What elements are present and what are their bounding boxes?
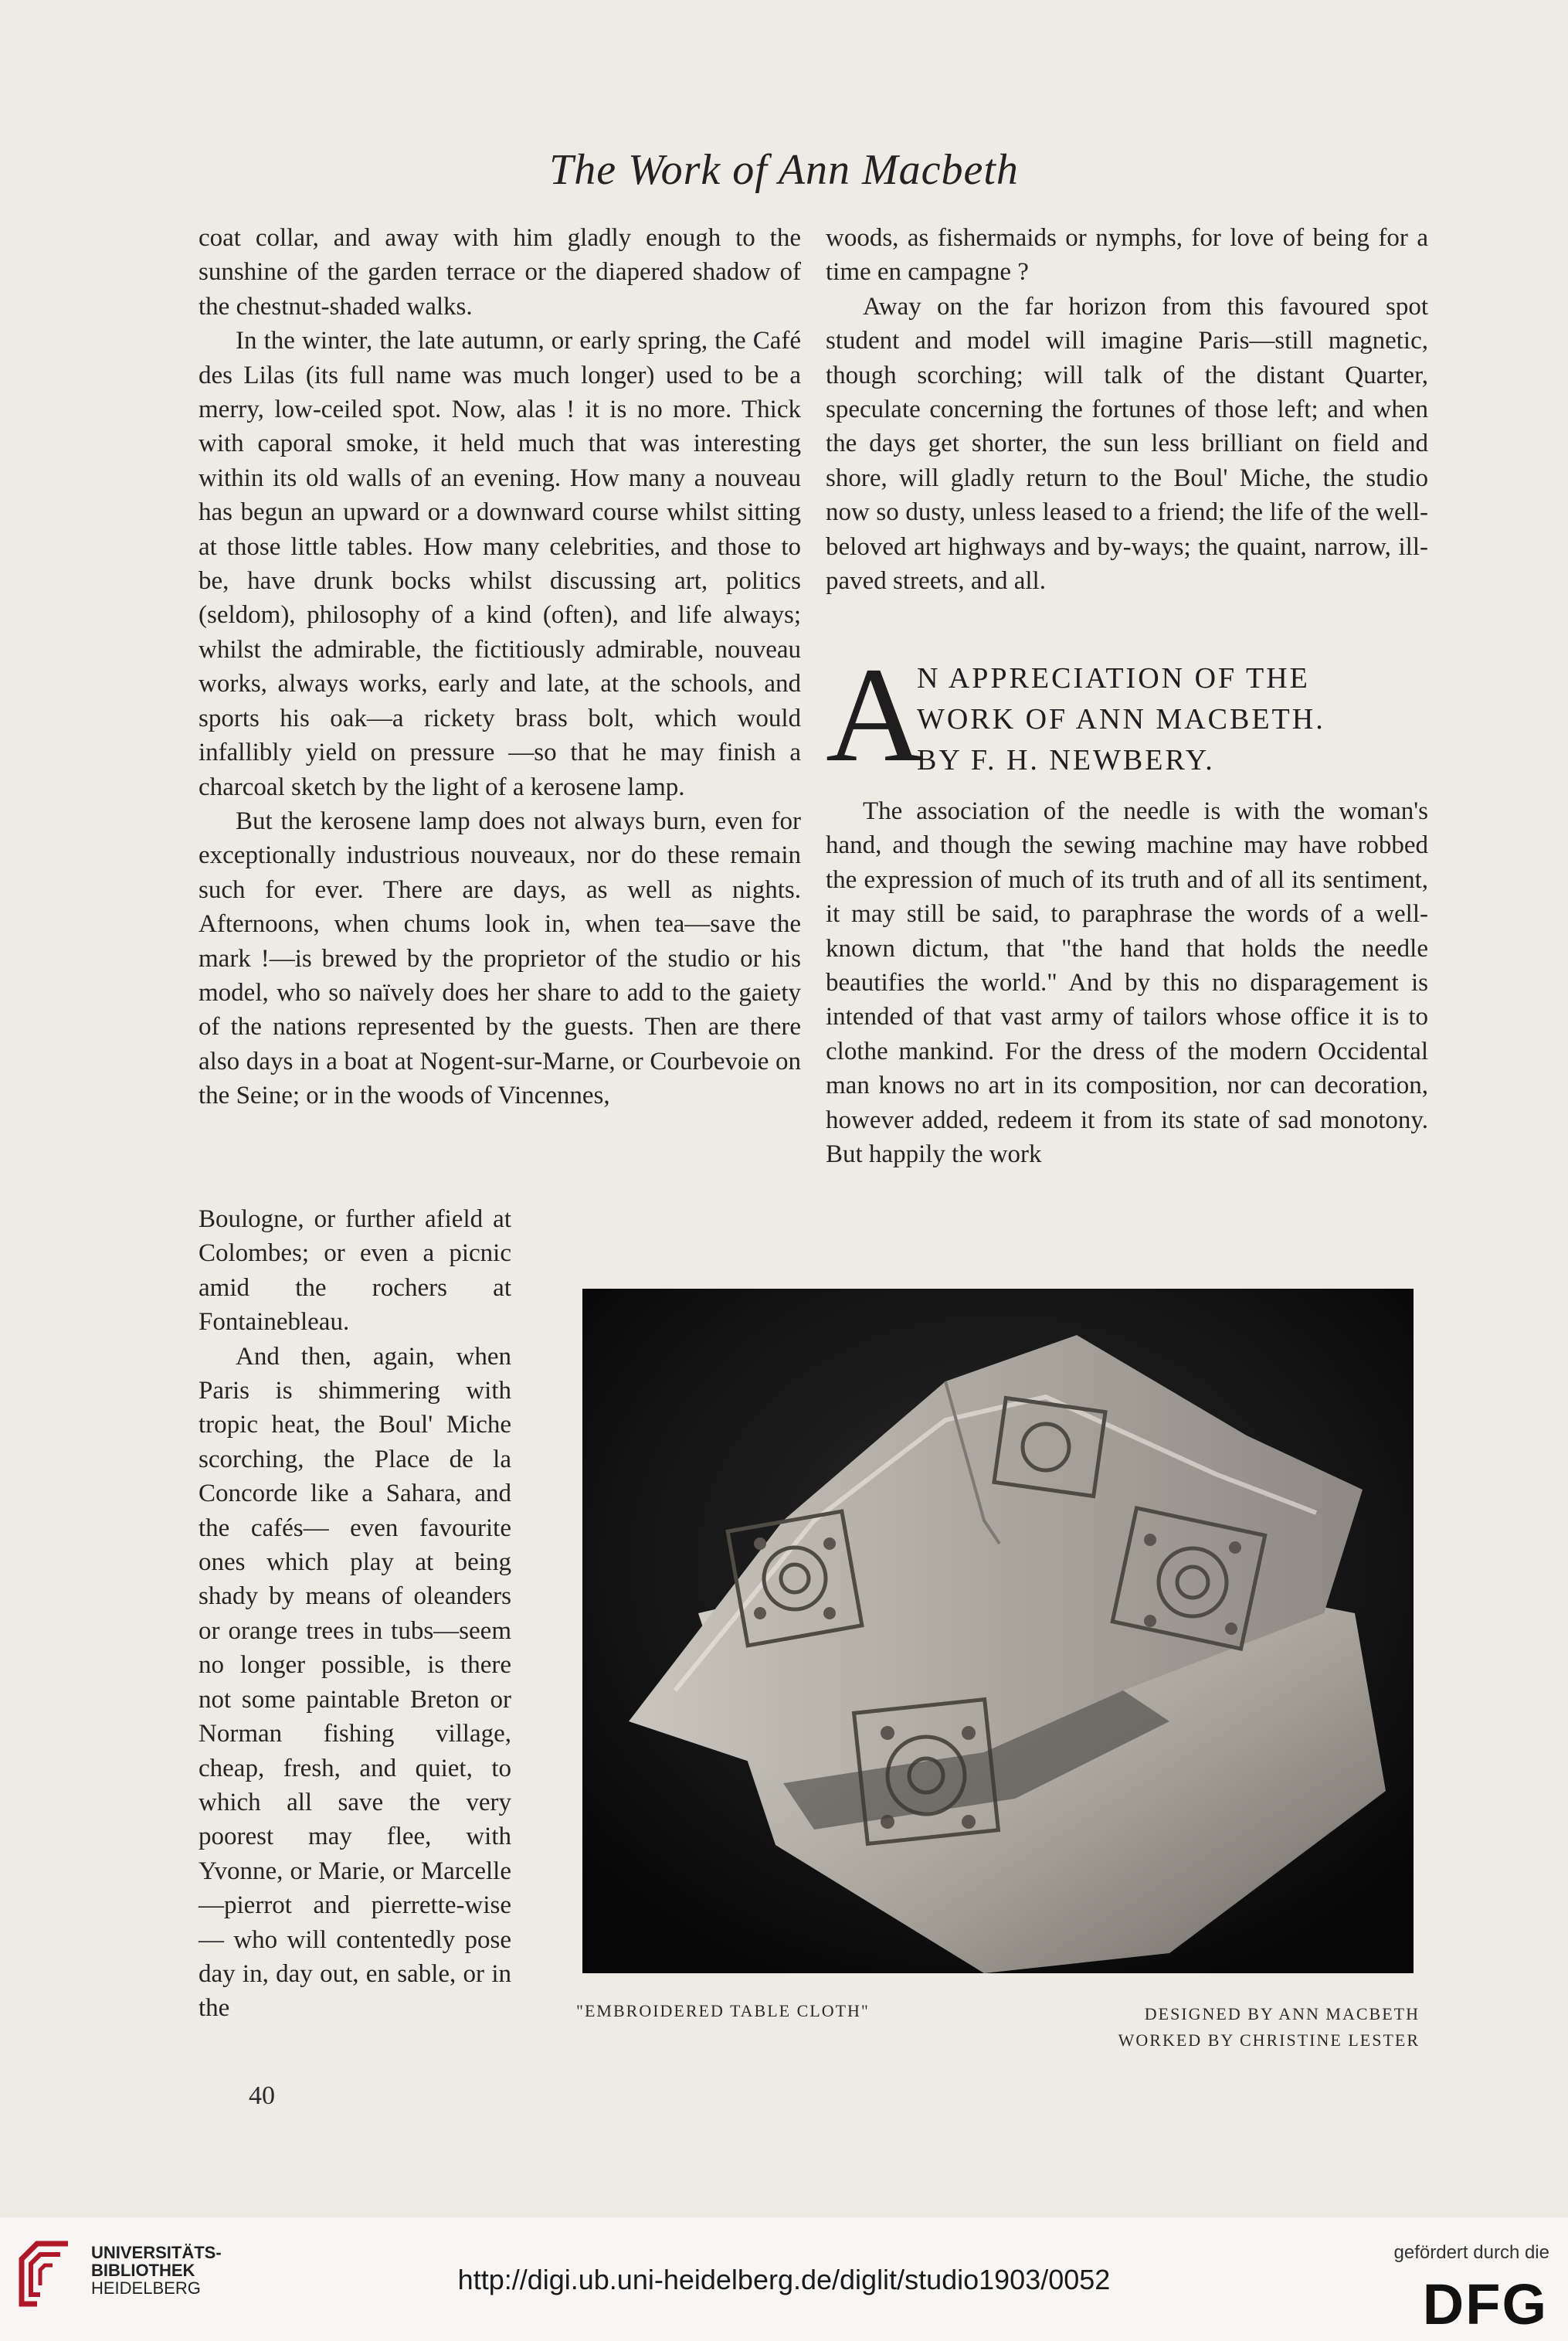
left-column-narrow (199, 1202, 511, 2026)
figure-credit-worked: WORKED BY CHRISTINE LESTER (1118, 2030, 1420, 2050)
paragraph: In the winter, the late autumn, or early spring, the Café des Lilas (its full name was much longer) used to be a merry, low-ceiled spot. Now, alas ! it is no more. Thick with caporal smoke, it held much that was interesting within its old walls of an evening. How many a nouveau has begun an upward or a downward course whilst sitting at those little tables. How many celebrities, and those to be, have drunk bocks whilst discussing art, politics (seldom), philosophy of a kind (often), and life always; whilst the admirable, the fictitiously admirable, nouveau works, always works, early and late, at the schools, and sports his oak—a rickety brass bolt, which would infallibly yield on pressure —so that he may finish a charcoal sketch by the light of a kerosene lamp. (199, 327, 801, 801)
left-column-top (199, 221, 801, 1113)
right-column-top (826, 221, 1428, 598)
page-number: 40 (249, 2081, 275, 2110)
paragraph: Boulogne, or further afield at Colombes; or even a picnic amid the rochers at Fontainebleau. (199, 1205, 511, 1337)
heading-line: BY F. H. NEWBERY. (917, 744, 1215, 776)
article-heading-lines (917, 658, 1428, 781)
figure-caption-title: "EMBROIDERED TABLE CLOTH" (576, 2001, 870, 2020)
paragraph: And then, again, when Paris is shimmering with tropic heat, the Boul' Miche scorching, the Place de la Concorde like a Sahara, and the cafés— even favourite ones which play at being shady by means of oleanders or orange trees in tubs—seem no longer possible, is there not some paintable Breton or Norman fishing village, cheap, fresh, and quiet, to which all save the very poorest may flee, with Yvonne, or Marie, or Marcelle—pierrot and pierrette-wise — who will contentedly pose day in, day out, en sable, or in the (199, 1342, 511, 2023)
library-name-line: BIBLIOTHEK (91, 2261, 195, 2280)
library-name-line: HEIDELBERG (91, 2278, 201, 2298)
article-heading (826, 640, 1428, 790)
embroidered-table-cloth-photo (582, 1289, 1414, 1973)
funding-note: gefördert durch die (1393, 2242, 1549, 2263)
heading-line: N APPRECIATION OF THE (917, 662, 1310, 695)
paragraph: woods, as fishermaids or nymphs, for love of being for a time en campagne ? (826, 224, 1428, 287)
paragraph: Away on the far horizon from this favoured spot student and model will imagine Paris—still magnetic, though scorching; will talk of the distant Quarter, speculate concerning the fortunes of those left; and when the days get shorter, the sun less brilliant on field and shore, will gladly return to the Boul' Miche, the studio now so dusty, unless leased to a friend; the life of the well-beloved art highways and by-ways; the quaint, narrow, ill-paved streets, and all. (826, 292, 1428, 596)
running-head: The Work of Ann Macbeth (549, 146, 1019, 194)
digitization-footer (0, 2217, 1568, 2341)
heading-line: WORK OF ANN MACBETH. (917, 703, 1325, 736)
library-name-line: UNIVERSITÄTS- (91, 2243, 222, 2262)
source-url-link[interactable]: http://digi.ub.uni-heidelberg.de/diglit/studio1903/0052 (457, 2264, 1111, 2295)
figure-credits (1088, 2001, 1420, 2054)
paragraph: The association of the needle is with the woman's hand, and though the sewing machine may have robbed the expression of much of its truth and of all its sentiment, it may still be said, to paraphrase the words of a well-known dictum, that "the hand that holds the needle beautifies the world." And by this no disparagement is intended of that vast army of tailors whose office it is to clothe mankind. For the dress of the modern Occidental man knows no art in its composition, nor can decoration, however added, redeem it from its state of sad monotony. But happily the work (826, 797, 1428, 1169)
paragraph: But the kerosene lamp does not always burn, even for exceptionally industrious nouveaux, nor do these remain such for ever. There are days, as well as nights. Afternoons, when chums look in, when tea—save the mark !—is brewed by the proprietor of the studio or his model, who so naïvely does her share to add to the gaiety of the nations represented by the guests. Then are there also days in a boat at Nogent-sur-Marne, or Courbevoie on the Seine; or in the woods of Vincennes, (199, 807, 801, 1110)
right-column-body (826, 794, 1428, 1171)
drop-cap: A (826, 640, 925, 790)
dfg-logo: DFG (1422, 2272, 1548, 2336)
figure-credit-designed: DESIGNED BY ANN MACBETH (1144, 2004, 1420, 2023)
paragraph: coat collar, and away with him gladly enough to the sunshine of the garden terrace or the diapered shadow of the chestnut-shaded walks. (199, 224, 801, 321)
embroidered-cloth-illustration (582, 1289, 1414, 1973)
